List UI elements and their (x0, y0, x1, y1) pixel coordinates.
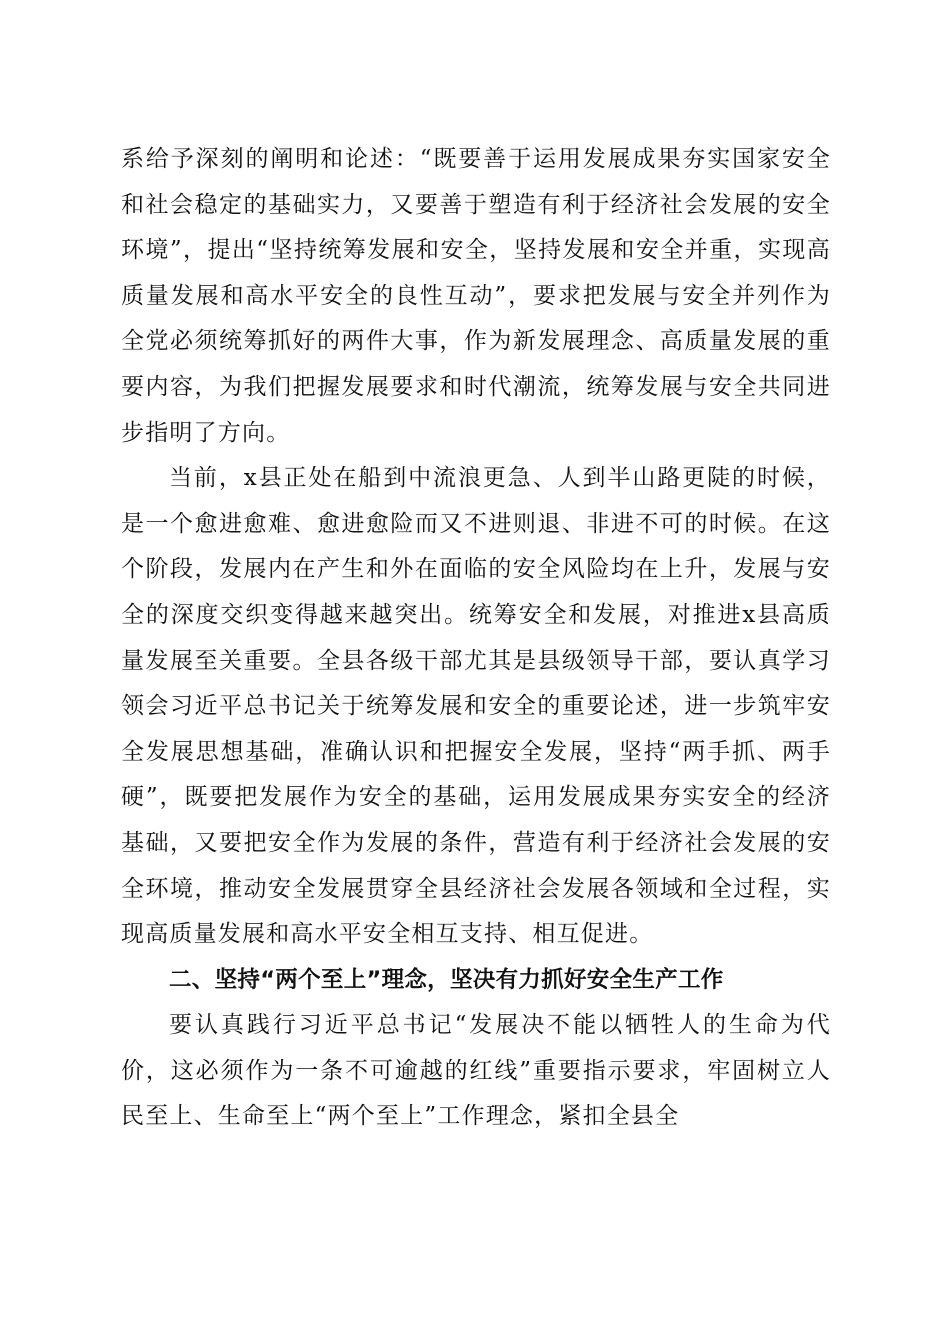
paragraph-continuation: 系给予深刻的阐明和论述：“既要善于运用发展成果夯实国家安全和社会稳定的基础实力，又要善于塑造有利于经济社会发展的安全环境”，提出“坚持统筹发展和安全，坚持发展和安全并重，实现高质量发展和高水平安全的良性互动”，要求把发展与安全并列作为全党必须统筹抓好的两件大事，作为新发展理念、高质量发展的重要内容，为我们把握发展要求和时代潮流，统筹发展与安全共同进步指明了方向。 (121, 146, 831, 446)
paragraph-current-situation: 当前，x县正处在船到中流浪更急、人到半山路更陡的时候，是一个愈进愈难、愈进愈险而又不进则退、非进不可的时候。在这个阶段，发展内在产生和外在面临的安全风险均在上升，发展与安全的深度交织变得越来越突出。统筹安全和发展，对推进x县高质量发展至关重要。全县各级干部尤其是县级领导干部，要认真学习领会习近平总书记关于统筹发展和安全的重要论述，进一步筑牢安全发展思想基础，准确认识和把握安全发展，坚持“两手抓、两手硬”，既要把发展作为安全的基础，运用发展成果夯实安全的经济基础，又要把安全作为发展的条件，营造有利于经济社会发展的安全环境，推动安全发展贯穿全县经济社会发展各领域和全过程，实现高质量发展和高水平安全相互支持、相互促进。 (121, 465, 831, 948)
document-body (121, 137, 831, 1140)
section-heading-two: 二、坚持“两个至上”理念，坚决有力抓好安全生产工作 (169, 966, 724, 993)
paragraph-safety-production: 要认真践行习近平总书记“发展决不能以牺牲人的生命为代价，这必须作为一条不可逾越的红线”重要指示要求，牢固树立人民至上、生命至上“两个至上”工作理念，紧扣全县全 (121, 1012, 831, 1130)
